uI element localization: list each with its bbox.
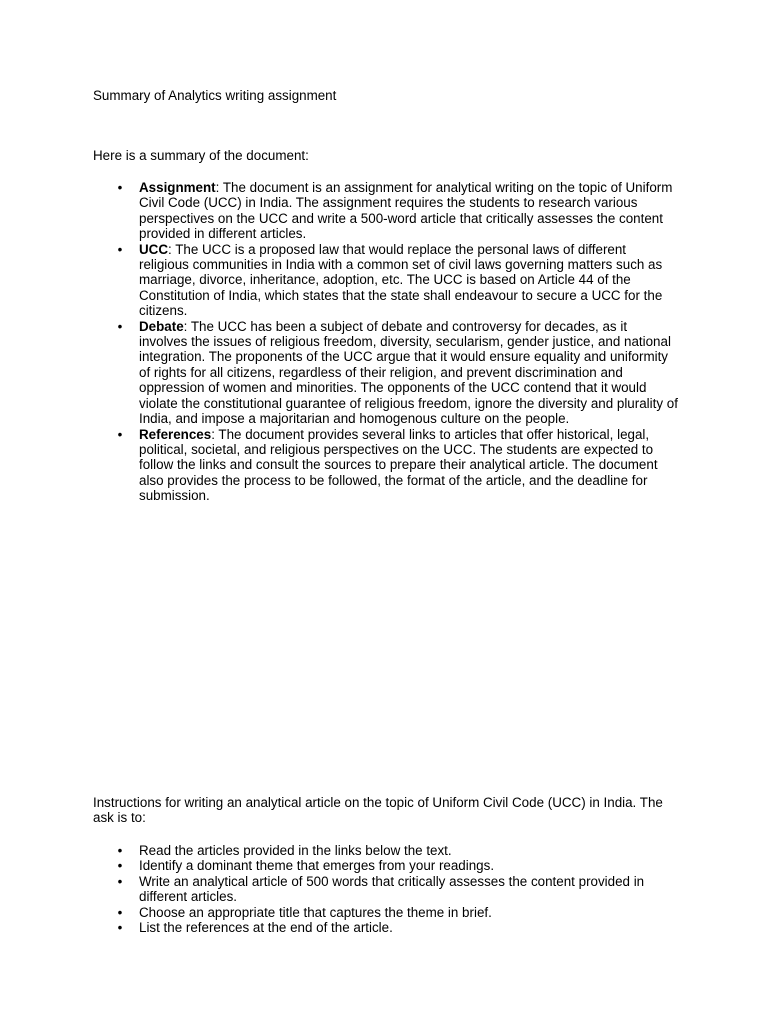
- list-item-ucc: [117, 241, 679, 319]
- bullet-icon: •: [117, 904, 123, 920]
- bullet-icon: •: [117, 241, 123, 257]
- list-item-term: UCC: [139, 241, 169, 257]
- list-item-text: : The document provides several links to articles that offer historical, legal, political, societal, and religious perspectives on the UCC. The students are expected to follow the links and consult the sources to prepare their analytical article. The document also provides the process to be followed, the format of the article, and the deadline for submission.: [139, 426, 658, 504]
- instruction-text: List the references at the end of the article.: [139, 920, 393, 936]
- instruction-item: [117, 904, 679, 920]
- list-item-text: : The UCC has been a subject of debate and controversy for decades, as it involves the issues of religious freedom, diversity, secularism, gender justice, and national integration. The proponents of the UCC argue that it would ensure equality and uniformity of rights for all citizens, regardless of their religion, and prevent discrimination and oppression of women and minorities. The opponents of the UCC contend that it would violate the constitutional guarantee of religious freedom, ignore the diversity and plurality of India, and impose a majoritarian and homogenous culture on the people.: [139, 318, 678, 427]
- bullet-icon: •: [117, 858, 123, 874]
- list-item-debate: [117, 318, 679, 427]
- instructions-heading: Instructions for writing an analytical article on the topic of Uniform Civil Code (UCC) in India. The ask is to:: [93, 795, 663, 826]
- list-item-references: [117, 426, 679, 504]
- document-title: Summary of Analytics writing assignment: [93, 88, 337, 103]
- summary-list: [117, 180, 679, 504]
- list-item-term: References: [139, 426, 212, 442]
- instruction-item: [117, 873, 679, 905]
- list-item-term: Debate: [139, 318, 184, 334]
- list-item-assignment: [117, 180, 679, 242]
- list-item-text: : The UCC is a proposed law that would replace the personal laws of different religious communities in India with a common set of civil laws governing matters such as marriage, divorce, inheritance, adoption, etc. The UCC is based on Article 44 of the Constitution of India, which states that the state shall endeavour to secure a UCC for the citizens.: [139, 241, 663, 319]
- bullet-icon: •: [117, 920, 123, 936]
- summary-intro: Here is a summary of the document:: [93, 148, 309, 163]
- instruction-text: Identify a dominant theme that emerges from your readings.: [139, 858, 495, 874]
- list-item-term: Assignment: [139, 180, 216, 195]
- instruction-text: Read the articles provided in the links below the text.: [139, 843, 452, 858]
- bullet-icon: •: [117, 873, 123, 889]
- bullet-icon: •: [117, 318, 123, 334]
- instruction-text: Choose an appropriate title that captures the theme in brief.: [139, 904, 492, 920]
- bullet-icon: •: [117, 180, 123, 195]
- instruction-item: [117, 920, 679, 936]
- instruction-item: [117, 843, 679, 858]
- bullet-icon: •: [117, 426, 123, 442]
- instructions-list: [117, 843, 679, 936]
- instruction-text: Write an analytical article of 500 words that critically assesses the content provided in different articles.: [139, 873, 645, 905]
- instruction-item: [117, 858, 679, 874]
- bullet-icon: •: [117, 843, 123, 858]
- list-item-text: : The document is an assignment for analytical writing on the topic of Uniform Civil Code (UCC) in India. The assignment requires the students to research various perspectives on the UCC and write a 500-word article that critically assesses the content provided in different articles.: [139, 180, 673, 242]
